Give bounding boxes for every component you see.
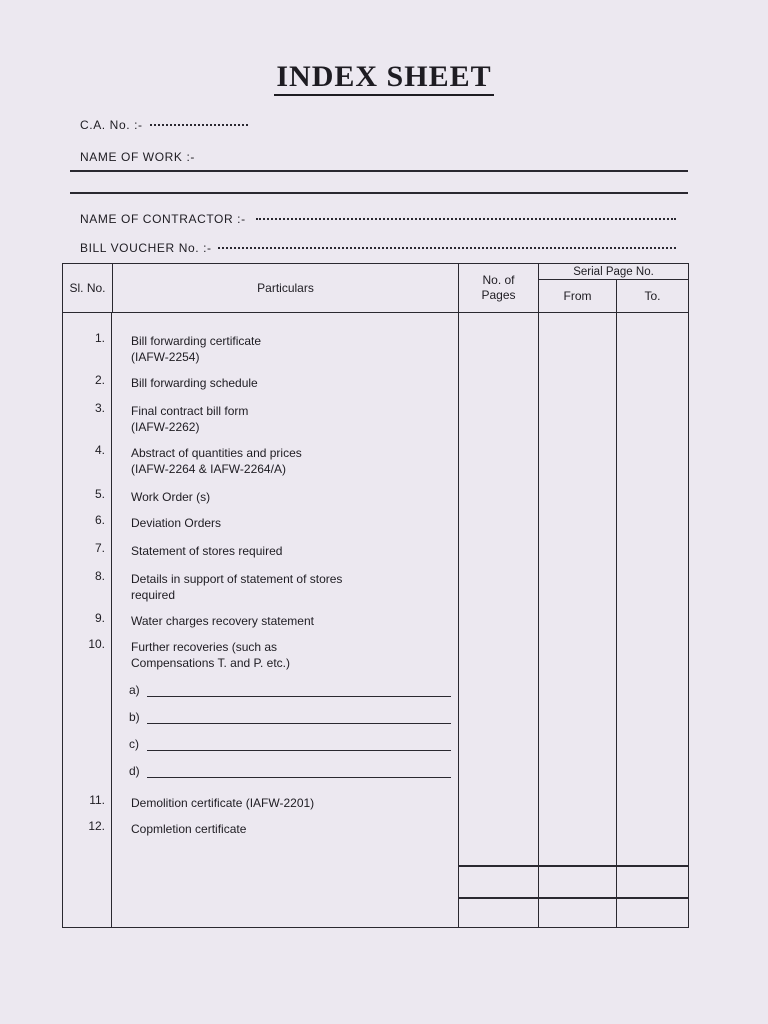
- row-particulars: Statement of stores required: [131, 544, 283, 558]
- name-of-work-label: NAME OF WORK :-: [80, 150, 195, 164]
- no-of-pages-column[interactable]: [459, 313, 539, 928]
- row-particulars: Bill forwarding schedule: [131, 376, 258, 390]
- bill-voucher-field[interactable]: [218, 247, 676, 249]
- row-number: 11.: [89, 793, 105, 807]
- row-list: [63, 313, 458, 927]
- sub-item-blank[interactable]: [147, 738, 451, 751]
- sub-item-letter: c): [129, 737, 139, 751]
- header-to: To.: [617, 280, 689, 313]
- name-of-work-line-1[interactable]: [70, 170, 688, 172]
- ca-no-label: C.A. No. :-: [80, 118, 143, 132]
- sub-item-blank[interactable]: [147, 711, 451, 724]
- row-particulars: Deviation Orders: [131, 516, 222, 530]
- row-particulars: Work Order (s): [131, 490, 211, 504]
- sub-item-blank[interactable]: [147, 684, 451, 697]
- name-of-work-line-2[interactable]: [70, 192, 688, 194]
- sub-item-line[interactable]: [129, 764, 451, 778]
- row-number: 7.: [94, 541, 105, 555]
- sub-item-letter: a): [129, 683, 140, 697]
- sub-item-letter: d): [129, 764, 140, 778]
- row-particulars: Copmletion certificate: [131, 822, 247, 836]
- row-number: 12.: [88, 819, 105, 833]
- row-particulars: Bill forwarding certificate (IAFW-2254): [131, 334, 262, 364]
- row-number: 3.: [94, 401, 105, 415]
- header-from: From: [539, 280, 617, 313]
- row-particulars: Final contract bill form (IAFW-2262): [131, 404, 249, 434]
- bill-voucher-label: BILL VOUCHER No. :-: [80, 241, 212, 255]
- row-particulars: Demolition certificate (IAFW-2201): [131, 796, 315, 810]
- name-of-contractor-label: NAME OF CONTRACTOR :-: [80, 212, 246, 226]
- row-particulars: Abstract of quantities and prices (IAFW-2264 & IAFW-2264/A): [131, 446, 302, 476]
- sub-item-blank[interactable]: [147, 765, 451, 778]
- header-sl-no: Sl. No.: [63, 264, 113, 313]
- header-no-of-pages: No. of Pages: [459, 264, 539, 313]
- header-particulars: Particulars: [113, 264, 459, 313]
- row-number: 1.: [94, 331, 105, 345]
- row-number: 6.: [94, 513, 105, 527]
- row-particulars: Further recoveries (such as Compensations T. and P. etc.): [131, 640, 290, 670]
- row-number: 9.: [94, 611, 105, 625]
- row-number: 8.: [94, 569, 105, 583]
- row-number: 4.: [94, 443, 105, 457]
- sub-item-line[interactable]: [129, 683, 451, 697]
- row-particulars: Water charges recovery statement: [131, 614, 314, 628]
- particulars-body: [63, 313, 459, 928]
- header-serial-page-no: Serial Page No.: [539, 264, 689, 280]
- from-column[interactable]: [539, 313, 617, 928]
- index-table: [62, 263, 689, 928]
- sub-item-line[interactable]: [129, 710, 451, 724]
- ca-no-field[interactable]: [150, 124, 248, 126]
- page-title: INDEX SHEET: [0, 60, 768, 94]
- sub-item-line[interactable]: [129, 737, 451, 751]
- row-number: 10.: [88, 637, 105, 651]
- sub-item-letter: b): [129, 710, 140, 724]
- name-of-contractor-field[interactable]: [256, 218, 676, 220]
- to-column[interactable]: [617, 313, 689, 928]
- row-number: 2.: [94, 373, 105, 387]
- row-number: 5.: [94, 487, 105, 501]
- row-particulars: Details in support of statement of stores required: [131, 572, 343, 602]
